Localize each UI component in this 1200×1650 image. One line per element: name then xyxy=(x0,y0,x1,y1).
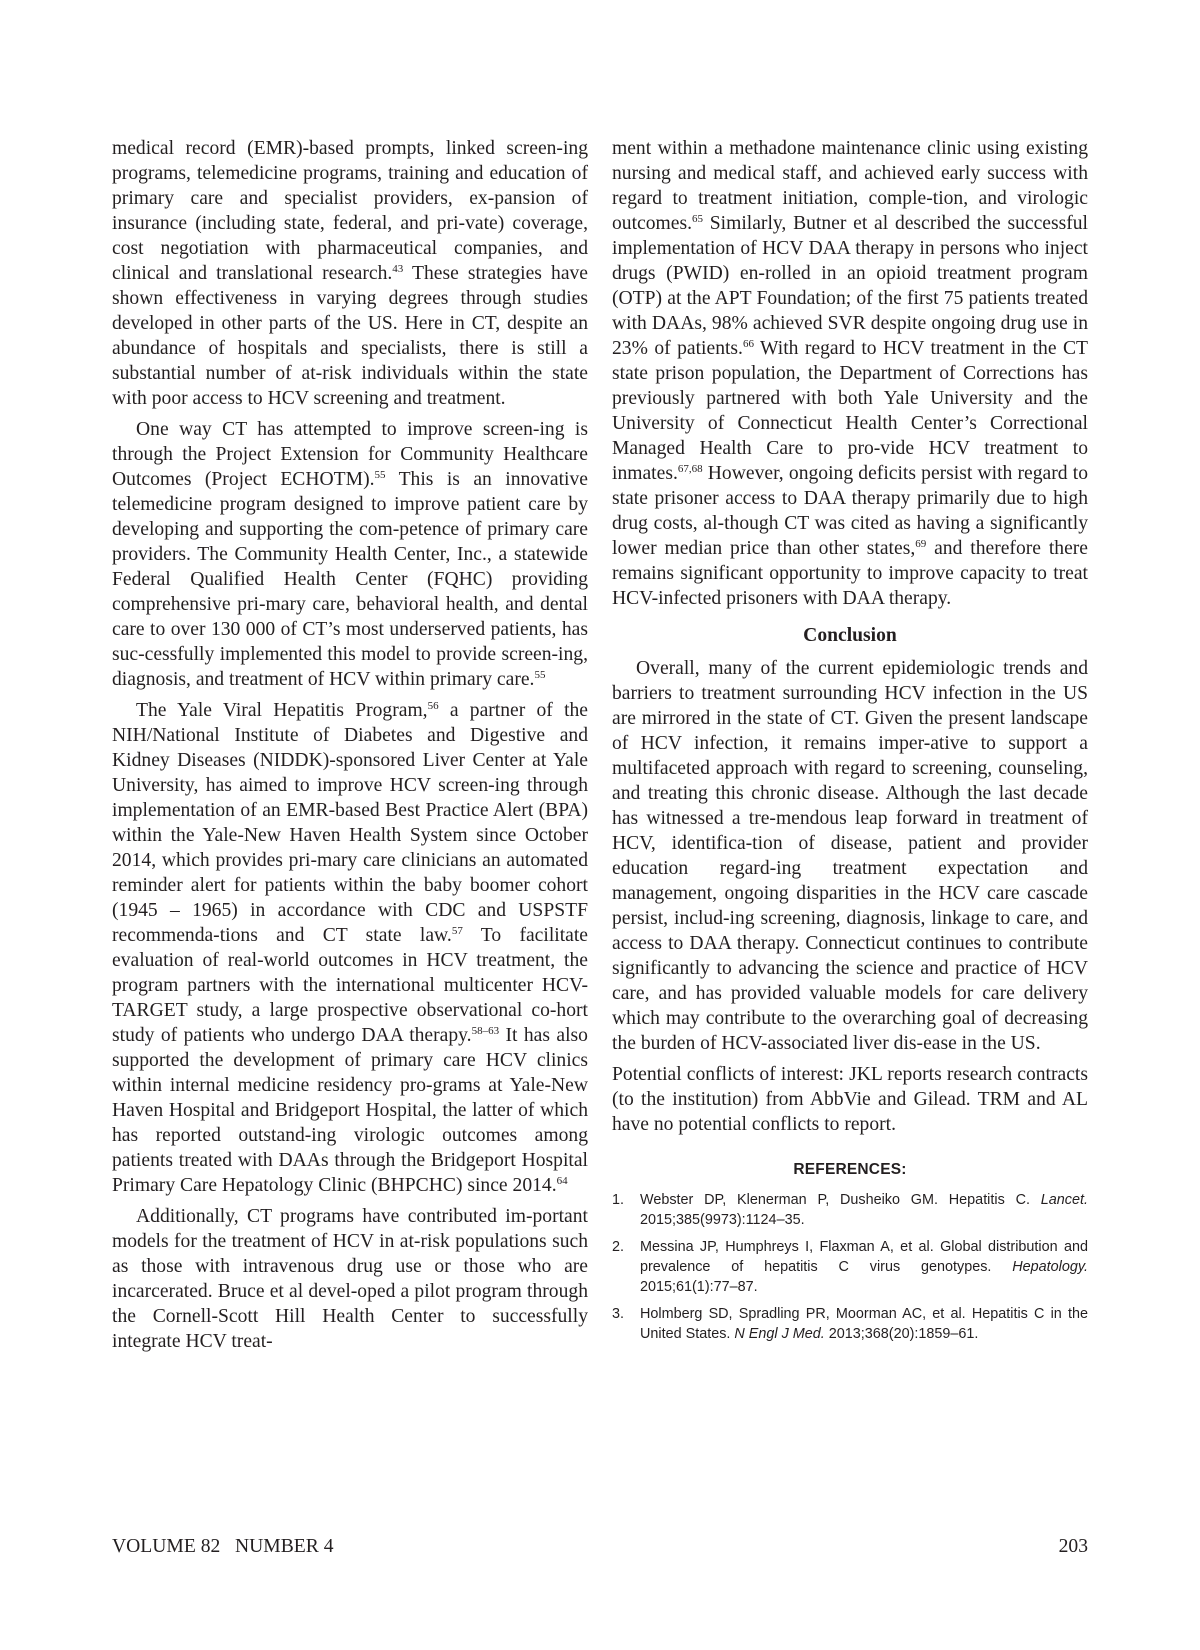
paragraph: medical record (EMR)-based prompts, linked screen-ing programs, telemedicine programs, training and education of primary care and specialist providers, ex-pansion of insurance (including state, federal, and pri-vate) coverage, cost negotiation with pharmaceutical companies, and clinical and translational research.$^{43}$ These strategies have shown effectiveness in varying degrees through studies developed in other parts of the US. Here in CT, despite an abundance of hospitals and specialists, there is still a substantial number of at-risk individuals within the state with poor access to HCV screening and treatment. xyxy=(112,138,589,409)
paragraph: Overall, many of the current epidemiologic trends and barriers to treatment surrounding HCV infection in the US are mirrored in the state of CT. Given the present landscape of HCV infection, it remains imper-ative to support a multifaceted approach with regard to screening, counseling, and treating this chronic disease. Although the last decade has witnessed a tre-mendous leap forward in treatment of HCV, identifica-tion of disease, patient and provider education regard-ing treatment expectation and management, ongoing disparities in the HCV care cascade persist, includ-ing screening, diagnosis, linkage to care, and access to DAA therapy. Connecticut continues to contribute significantly to advancing the science and practice of HCV care, and has provided valuable models for care delivery which may contribute to the overarching goal of decreasing the burden of HCV-associated liver dis-ease in the US. xyxy=(612,658,1088,1054)
reference-number: 1. xyxy=(612,1192,625,1208)
paragraph: ment within a methadone maintenance clinic using existing nursing and medical staff, and achieved early success with regard to treatment initiation, comple-tion, and virologic outcomes.$^{65}$ Similarly, Butner et al described the successful implementation of HCV DAA therapy in persons who inject drugs (PWID) en-rolled in an opioid treatment program (OTP) at the APT Foundation; of the first 75 patients treated with DAAs, 98% achieved SVR despite ongoing drug use in 23% of patients.$^{66}$ With regard to HCV treatment in the CT state prison population, the Department of Corrections has previously partnered with both Yale University and the University of Connecticut Health Center’s Correctional Managed Health Care to pro-vide HCV treatment to inmates.$^{67,68}$ However, ongoing deficits persist with regard to state prisoner access to DAA therapy primarily due to high drug costs, al-though CT was cited as having a significantly lower median price than other states,$^{69}$ and therefore there remains significant opportunity to improve capacity to treat HCV-infected prisoners with DAA therapy. xyxy=(612,138,1088,609)
reference-item xyxy=(612,1190,1088,1230)
reference-text: Webster DP, Klenerman P, Dusheiko GM. Hepatitis C. Lancet. 2015;385(9973):1124–35. xyxy=(640,1192,1088,1228)
left-column xyxy=(112,136,588,1360)
paragraph: The Yale Viral Hepatitis Program,$^{56}$ a partner of the NIH/National Institute of Diabetes and Digestive and Kidney Diseases (NIDDK)-sponsored Liver Center at Yale University, has aimed to improve HCV screen-ing through implementation of an EMR-based Best Practice Alert (BPA) within the Yale-New Haven Health System since October 2014, which provides pri-mary care clinicians an automated reminder alert for patients within the baby boomer cohort (1945 – 1965) in accordance with CDC and USPSTF recommenda-tions and CT state law.$^{57}$ To facilitate evaluation of real-world outcomes in HCV treatment, the program partners with the international multicenter HCV-TARGET study, a large prospective observational co-hort study of patients who undergo DAA therapy.$^{58-63}$ It has also supported the development of primary care HCV clinics within internal medicine residency pro-grams at Yale-New Haven Hospital and Bridgeport Hospital, the latter of which has reported outstand-ing virologic outcomes among patients treated with DAAs through the Bridgeport Hospital Primary Care Hepatology Clinic (BHPCHC) since 2014.64 xyxy=(112,700,589,1196)
conflicts-of-interest: Potential conflicts of interest: JKL reports research contracts (to the institution) from AbbVie and Gilead. TRM and AL have no potential conflicts to report. xyxy=(612,1064,1088,1135)
citation: 43 xyxy=(392,263,404,275)
citation: 56 xyxy=(427,700,439,712)
citation: 66 xyxy=(742,338,754,350)
reference-number: 2. xyxy=(612,1239,625,1255)
citation: 69 xyxy=(915,538,927,550)
citation: 57 xyxy=(451,925,463,937)
page-number: 203 xyxy=(1058,1536,1088,1557)
journal-name: Lancet. xyxy=(1040,1192,1088,1208)
reference-text: Holmberg SD, Spradling PR, Moorman AC, et al. Hepatitis C in the United States. N Engl J Med. 2013;368(20):1859–61. xyxy=(640,1306,1088,1342)
reference-number: 3. xyxy=(612,1306,625,1322)
footer-volume: VOLUME 82 NUMBER 4 xyxy=(112,1536,334,1557)
reference-item xyxy=(612,1237,1088,1297)
citation: 58–63 xyxy=(471,1025,500,1037)
right-column xyxy=(612,136,1088,1351)
references-list xyxy=(612,1190,1088,1344)
citation: 55 xyxy=(534,669,546,681)
reference-text: Messina JP, Humphreys I, Flaxman A, et al. Global distribution and prevalence of hepatitis C virus genotypes. Hepatology. 2015;61(1):77–87. xyxy=(640,1239,1088,1295)
citation: 65 xyxy=(692,213,703,225)
citation: 64 xyxy=(556,1175,568,1187)
citation: 67,68 xyxy=(677,463,703,475)
section-heading-conclusion: Conclusion xyxy=(803,625,897,646)
paragraph: Additionally, CT programs have contributed im-portant models for the treatment of HCV in at-risk populations such as those with intravenous drug use or those who are incarcerated. Bruce et al devel-oped a pilot program through the Cornell-Scott Hill Health Center to successfully integrate HCV treat- xyxy=(112,1206,588,1352)
citation: 55 xyxy=(374,469,386,481)
journal-name: N Engl J Med. xyxy=(734,1326,825,1342)
paragraph: One way CT has attempted to improve screen-ing is through the Project Extension for Community Healthcare Outcomes (Project ECHOTM).$^{55}$ This is an innovative telemedicine program designed to improve patient care by developing and supporting the com-petence of primary care providers. The Community Health Center, Inc., a statewide Federal Qualified Health Center (FQHC) providing comprehensive pri-mary care, behavioral health, and dental care to over 130 000 of CT’s most underserved patients, has suc-cessfully implemented this model to provide screen-ing, diagnosis, and treatment of HCV within primary care.$^{55}$ xyxy=(112,419,588,690)
reference-item xyxy=(612,1304,1088,1344)
journal-name: Hepatology. xyxy=(1012,1259,1088,1275)
references-heading: REFERENCES: xyxy=(793,1161,907,1178)
